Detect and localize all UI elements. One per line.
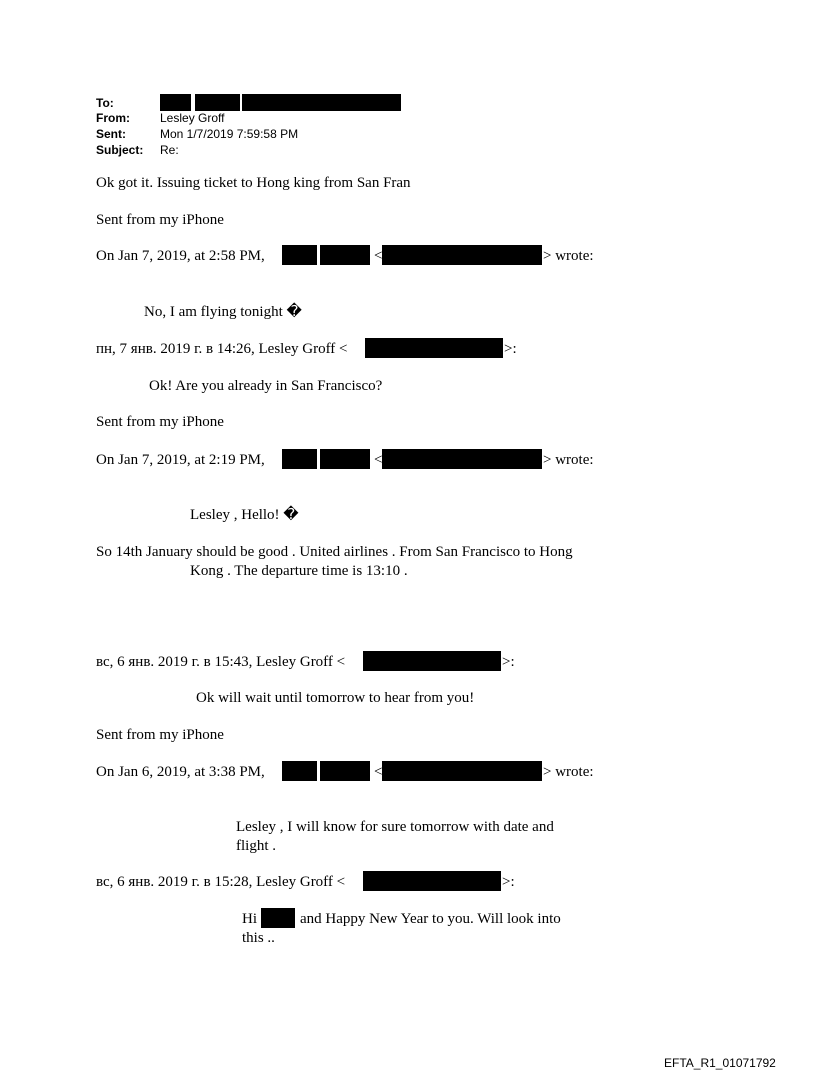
quoted-message: Lesley , Hello! � — [190, 507, 299, 523]
quoted-message: flight . — [236, 838, 276, 854]
redaction-bar — [195, 94, 240, 111]
quote-suffix: >: — [502, 874, 515, 890]
quoted-message: this .. — [242, 930, 275, 946]
quote-lt: < — [374, 452, 383, 468]
sent-label: Sent: — [96, 127, 126, 141]
signature: Sent from my iPhone — [96, 212, 224, 228]
redaction-bar — [282, 245, 317, 265]
quoted-message: and Happy New Year to you. Will look into — [300, 911, 561, 927]
redaction-bar — [382, 761, 542, 781]
quote-wrote: > wrote: — [543, 452, 594, 468]
document-id: EFTA_R1_01071792 — [664, 1056, 776, 1070]
redaction-bar — [320, 761, 370, 781]
redaction-bar — [160, 94, 191, 111]
redaction-bar — [382, 245, 542, 265]
quote-header: On Jan 7, 2019, at 2:58 PM, — [96, 248, 265, 264]
redaction-bar — [320, 449, 370, 469]
quote-wrote: > wrote: — [543, 248, 594, 264]
quote-header: пн, 7 янв. 2019 г. в 14:26, Lesley Groff < — [96, 341, 348, 357]
from-value: Lesley Groff — [160, 111, 225, 125]
quote-header: вс, 6 янв. 2019 г. в 15:28, Lesley Groff < — [96, 874, 346, 890]
to-label: To: — [96, 96, 114, 110]
quote-wrote: > wrote: — [543, 764, 594, 780]
quote-header: вс, 6 янв. 2019 г. в 15:43, Lesley Groff < — [96, 654, 346, 670]
quote-suffix: >: — [504, 341, 517, 357]
quoted-message: Ok will wait until tomorrow to hear from you! — [196, 690, 475, 706]
redaction-bar — [320, 245, 370, 265]
signature: Sent from my iPhone — [96, 727, 224, 743]
redaction-bar — [363, 651, 501, 671]
quote-suffix: >: — [502, 654, 515, 670]
redaction-bar — [382, 449, 542, 469]
redaction-bar — [242, 94, 401, 111]
quoted-message: Ok! Are you already in San Francisco? — [149, 378, 383, 394]
redaction-bar — [261, 908, 295, 928]
quoted-message: So 14th January should be good . United airlines . From San Francisco to Hong — [96, 544, 573, 560]
quote-header: On Jan 7, 2019, at 2:19 PM, — [96, 452, 265, 468]
quote-lt: < — [374, 764, 383, 780]
subject-value: Re: — [160, 143, 179, 157]
redaction-bar — [282, 761, 317, 781]
quoted-message: Lesley , I will know for sure tomorrow with date and — [236, 819, 554, 835]
from-label: From: — [96, 111, 130, 125]
quoted-message-hi: Hi — [242, 911, 257, 927]
quote-lt: < — [374, 248, 383, 264]
redaction-bar — [365, 338, 503, 358]
sent-value: Mon 1/7/2019 7:59:58 PM — [160, 127, 299, 141]
quote-header: On Jan 6, 2019, at 3:38 PM, — [96, 764, 265, 780]
signature: Sent from my iPhone — [96, 414, 224, 430]
quoted-message: No, I am flying tonight � — [144, 304, 302, 320]
reply-line: Ok got it. Issuing ticket to Hong king from San Fran — [96, 175, 411, 191]
redaction-bar — [363, 871, 501, 891]
subject-label: Subject: — [96, 143, 144, 157]
redaction-bar — [282, 449, 317, 469]
quoted-message: Kong . The departure time is 13:10 . — [190, 563, 408, 579]
